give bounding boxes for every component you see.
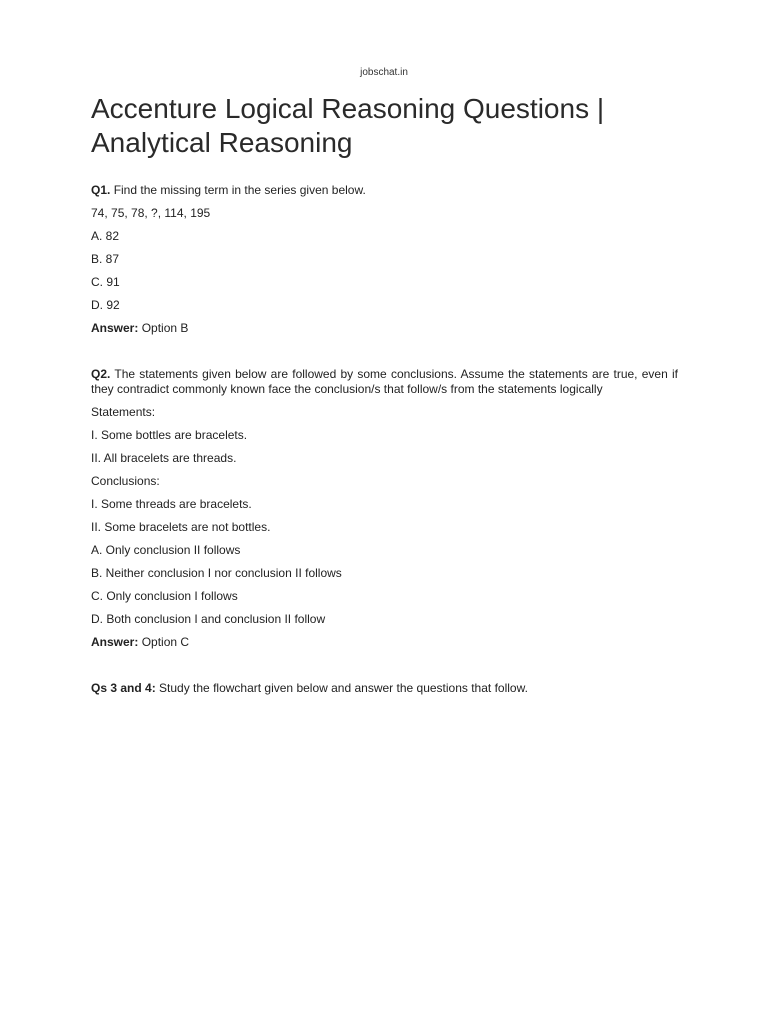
q34-text: Study the flowchart given below and answer the questions that follow. [159, 681, 528, 695]
q1-series: 74, 75, 78, ?, 114, 195 [91, 206, 211, 220]
q2-statement-1: I. Some bottles are bracelets. [91, 428, 248, 442]
q2-answer-label: Answer: [91, 635, 139, 649]
q1-question [91, 183, 366, 198]
q2-answer-value: Option C [141, 635, 190, 649]
q2-conclusion-2: II. Some bracelets are not bottles. [91, 520, 271, 534]
q2-question [91, 367, 678, 397]
q2-option-c: C. Only conclusion I follows [91, 589, 238, 603]
q1-answer-label: Answer: [91, 321, 139, 335]
q2-label: Q2. [91, 367, 111, 381]
q1-answer [91, 321, 188, 336]
site-header: jobschat.in [360, 67, 408, 78]
q2-answer [91, 635, 189, 650]
q2-conclusion-1: I. Some threads are bracelets. [91, 497, 252, 511]
q1-option-c: C. 91 [91, 275, 120, 289]
q2-statement-2: II. All bracelets are threads. [91, 451, 237, 465]
q2-conclusions-label: Conclusions: [91, 474, 160, 488]
q1-label: Q1. [91, 183, 111, 197]
q1-option-b: B. 87 [91, 252, 120, 266]
page-title: Accenture Logical Reasoning Questions | Analytical Reasoning [91, 93, 605, 158]
q2-statements-label: Statements: [91, 405, 156, 419]
q2-option-a: A. Only conclusion II follows [91, 543, 241, 557]
q2-text: The statements given below are followed by some conclusions. Assume the statements are true, even if they contradict commonly known face the conclusion/s that follow/s from the statements logically [91, 367, 678, 396]
q34-intro [91, 681, 528, 696]
q2-option-b: B. Neither conclusion I nor conclusion II follows [91, 566, 342, 580]
q1-answer-value: Option B [141, 321, 189, 335]
q1-option-d: D. 92 [91, 298, 120, 312]
q1-option-a: A. 82 [91, 229, 120, 243]
q34-label: Qs 3 and 4: [91, 681, 156, 695]
q1-text: Find the missing term in the series given below. [113, 183, 366, 197]
q2-option-d: D. Both conclusion I and conclusion II follow [91, 612, 326, 626]
